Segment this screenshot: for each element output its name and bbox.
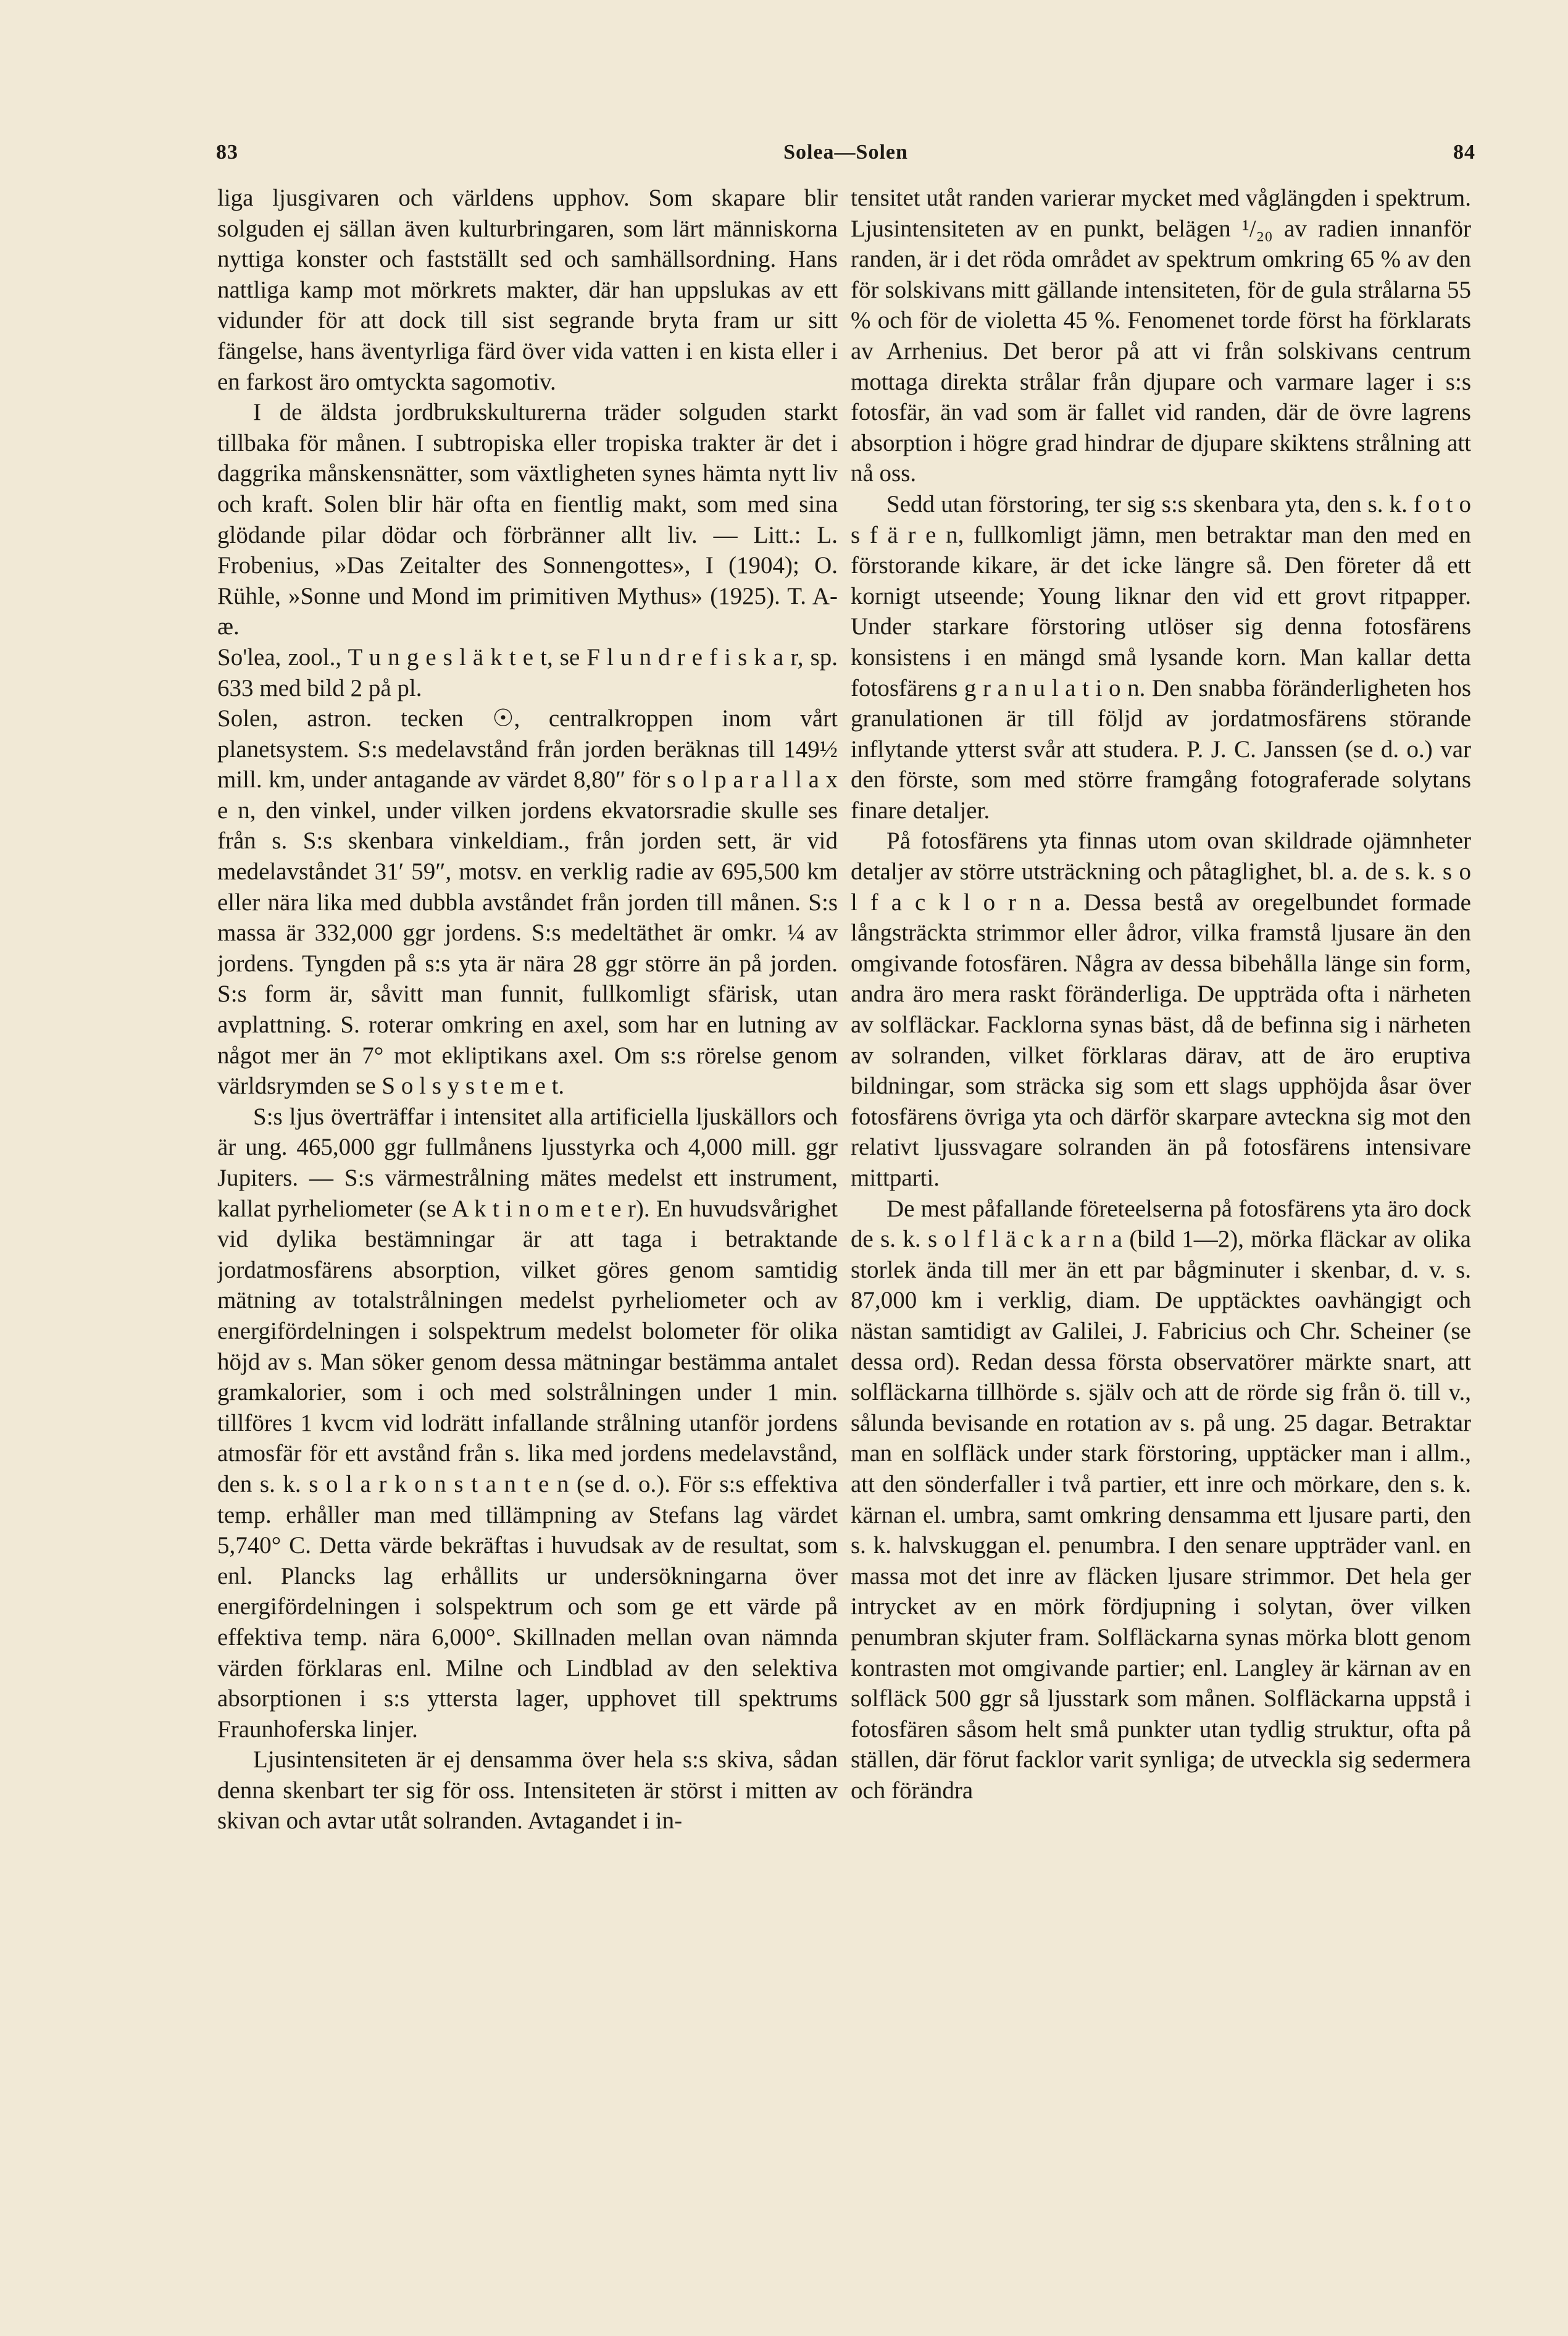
paragraph: Ljusintensiteten är ej densamma över hela s:s skiva, sådan denna skenbart ter sig för oss. Intensiteten är störst i mitten av skivan och avtar utåt solranden. Avtagandet i in- <box>217 1746 838 1835</box>
entry-solen: Solen, astron. tecken ☉, centralkroppen inom vårt planetsystem. S:s medelavstånd från jorden beräknas till 149½ mill. km, under antagande av värdet 8,80″ för s o l p a r a l l a x e n, den vinkel, under vilken jordens ekvatorsradie skulle ses från s. S:s skenbara vinkeldiam., från jorden sett, är vid medelavståndet 31′ 59″, motsv. en verklig radie av 695,500 km eller nära lika med dubbla avståndet från jorden till månen. S:s massa är 332,000 ggr jordens. S:s medeltäthet är omkr. ¼ av jordens. Tyngden på s:s yta är nära 28 ggr större än på jorden. S:s form är, såvitt man funnit, fullkomligt sfärisk, utan avplattning. S. roterar omkring en axel, som har en lutning av något mer än 7° mot ekliptikans axel. Om s:s rörelse genom världsrymden se S o l s y s t e m e t. <box>217 705 838 1100</box>
paragraph: liga ljusgivaren och världens upphov. Som skapare blir solguden ej sällan även kulturbringaren, som lärt människorna nyttiga konster och fastställt sed och samhällsordning. Hans nattliga kamp mot mörkrets makter, där han uppslukas av ett vidunder för att dock till sist segrande bryta fram ur sitt fängelse, hans äventyrliga färd över vida vatten i en kista eller i en farkost äro omtyckta sagomotiv. <box>217 185 838 395</box>
page-number-right: 84 <box>1453 141 1475 164</box>
paragraph: S:s ljus överträffar i intensitet alla artificiella ljuskällors och är ung. 465,000 ggr fullmånens ljusstyrka och 4,000 mill. ggr Jupiters. — S:s värmestrålning mätes medelst ett instrument, kallat pyrheliometer (se A k t i n o m e t e r). En huvudsvårighet vid dylika bestämningar är att taga i betraktande jordatmosfärens absorption, vilket göres genom samtidig mätning av totalstrålningen medelst pyrheliometer och av energifördelningen i solspektrum medelst bolometer för olika höjd av s. Man söker genom dessa mätningar bestämma antalet gramkalorier, som i och med solstrålningen under 1 min. tillföres 1 kvcm vid lodrätt infallande strålning utanför jordens atmosfär för ett avstånd från s. lika med jordens medelavstånd, den s. k. s o l a r k o n s t a n t e n (se d. o.). För s:s effektiva temp. erhåller man med tillämpning av Stefans lag värdet 5,740° C. Detta värde bekräftas i huvudsak av de resultat, som enl. Plancks lag erhållits ur undersökningarna över energifördelningen i solspektrum och som ge ett värde på effektiva temp. nära 6,000°. Skillnaden mellan ovan nämnda värden förklaras enl. Milne och Lindblad av den selektiva absorptionen i s:s yttersta lager, upphovet till spektrums Fraunhoferska linjer. <box>217 1103 838 1743</box>
paragraph: I de äldsta jordbrukskulturerna träder solguden starkt tillbaka för månen. I subtropiska eller tropiska trakter är det i daggrika månskensnätter, som växtligheten synes hämta nytt liv och kraft. Solen blir här ofta en fientlig makt, som med sina glödande pilar dödar och förbränner allt liv. — Litt.: L. Frobenius, »Das Zeitalter des Sonnengottes», I (1904); O. Rühle, »Sonne und Mond im primitiven Mythus» (1925). T. A-æ. <box>217 399 838 640</box>
running-head: Solea—Solen <box>783 141 908 164</box>
page-number-left: 83 <box>216 141 238 164</box>
paragraph: De mest påfallande företeelserna på fotosfärens yta äro dock de s. k. s o l f l ä c k a r n a (bild 1—2), mörka fläckar av olika storlek ända till mer än ett par bågminuter i skenbar, d. v. s. 87,000 km i verklig, diam. De upptäcktes oavhängigt och nästan samtidigt av Galilei, J. Fabricius och Chr. Scheiner (se dessa ord). Redan dessa första observatörer märkte snart, att solfläckarna tillhörde s. själv och att de rörde sig från ö. till v., sålunda bevisande en rotation av s. på ung. 25 dagar. Betraktar man en solfläck under stark förstoring, upptäcker man i allm., att den sönderfaller i två partier, ett inre och mörkare, den s. k. kärnan el. umbra, samt omkring densamma ett ljusare parti, den s. k. halvskuggan el. penumbra. I den senare uppträder vanl. en massa mot det inre av fläcken ljusare strimmor. Det hela ger intrycket av en mörk fördjupning i solytan, över vilken penumbran skjuter fram. Solfläckarna synas mörka blott genom kontrasten mot omgivande partier; enl. Langley är kärnan av en solfläck 500 ggr så ljusstark som månen. Solfläckarna uppstå i fotosfären såsom helt små punkter utan tydlig struktur, ofta på ställen, där förut facklor varit synliga; de utveckla sig sedermera och förändra <box>851 1195 1471 1804</box>
paragraph: På fotosfärens yta finnas utom ovan skildrade ojämnheter detaljer av större utsträckning och påtaglighet, bl. a. de s. k. s o l f a c k l o r n a. Dessa bestå av oregelbundet formade långsträckta strimmor eller ådror, vilka framstå ljusare än den omgivande fotosfären. Några av dessa bibehålla länge sin form, andra äro mera raskt föränderliga. De uppträda ofta i närheten av solfläckar. Facklorna synas bäst, då de befinna sig i närheten av solranden, vilket förklaras därav, att de äro eruptiva bildningar, som sträcka sig som ett slags upphöjda åsar över fotosfärens övriga yta och därför skarpare avteckna sig mot den relativt ljussvagare solranden än på fotosfärens intensivare mittparti. <box>851 827 1471 1191</box>
right-column <box>851 183 1471 2295</box>
paragraph: Sedd utan förstoring, ter sig s:s skenbara yta, den s. k. f o t o s f ä r e n, fullkomligt jämn, men betraktar man den med en förstorande kikare, är det icke längre så. Den företer då ett kornigt utseende; Young liknar den vid ett grovt ritpapper. Under starkare förstoring utlöser sig denna fotosfärens konsistens i en mängd små lysande korn. Man kallar detta fotosfärens g r a n u l a t i o n. Den snabba föränderligheten hos granulationen är till följd av jordatmosfärens störande inflytande ytterst svår att studera. P. J. C. Janssen (se d. o.) var den förste, som med större framgång fotograferade solytans finare detaljer. <box>851 490 1471 824</box>
paragraph: tensitet utåt randen varierar mycket med våglängden i spektrum. Ljusintensiteten av en punkt, belägen ¹/₂₀ av radien innanför randen, är i det röda området av spektrum omkring 65 % av den för solskivans mitt gällande intensiteten, för de gula strålarna 55 % och för de violetta 45 %. Fenomenet torde först ha förklarats av Arrhenius. Det beror på att vi från solskivans centrum mottaga direkta strålar från djupare och varmare lager i s:s fotosfär, än vad som är fallet vid randen, där de övre lagrens absorption i högre grad hindrar de djupare skiktens strålning att nå oss. <box>851 185 1471 487</box>
entry-solea: So'lea, zool., T u n g e s l ä k t e t, se F l u n d r e f i s k a r, sp. 633 med bild 2 på pl. <box>217 643 838 701</box>
page-header <box>216 141 1475 178</box>
left-column <box>217 183 838 2295</box>
